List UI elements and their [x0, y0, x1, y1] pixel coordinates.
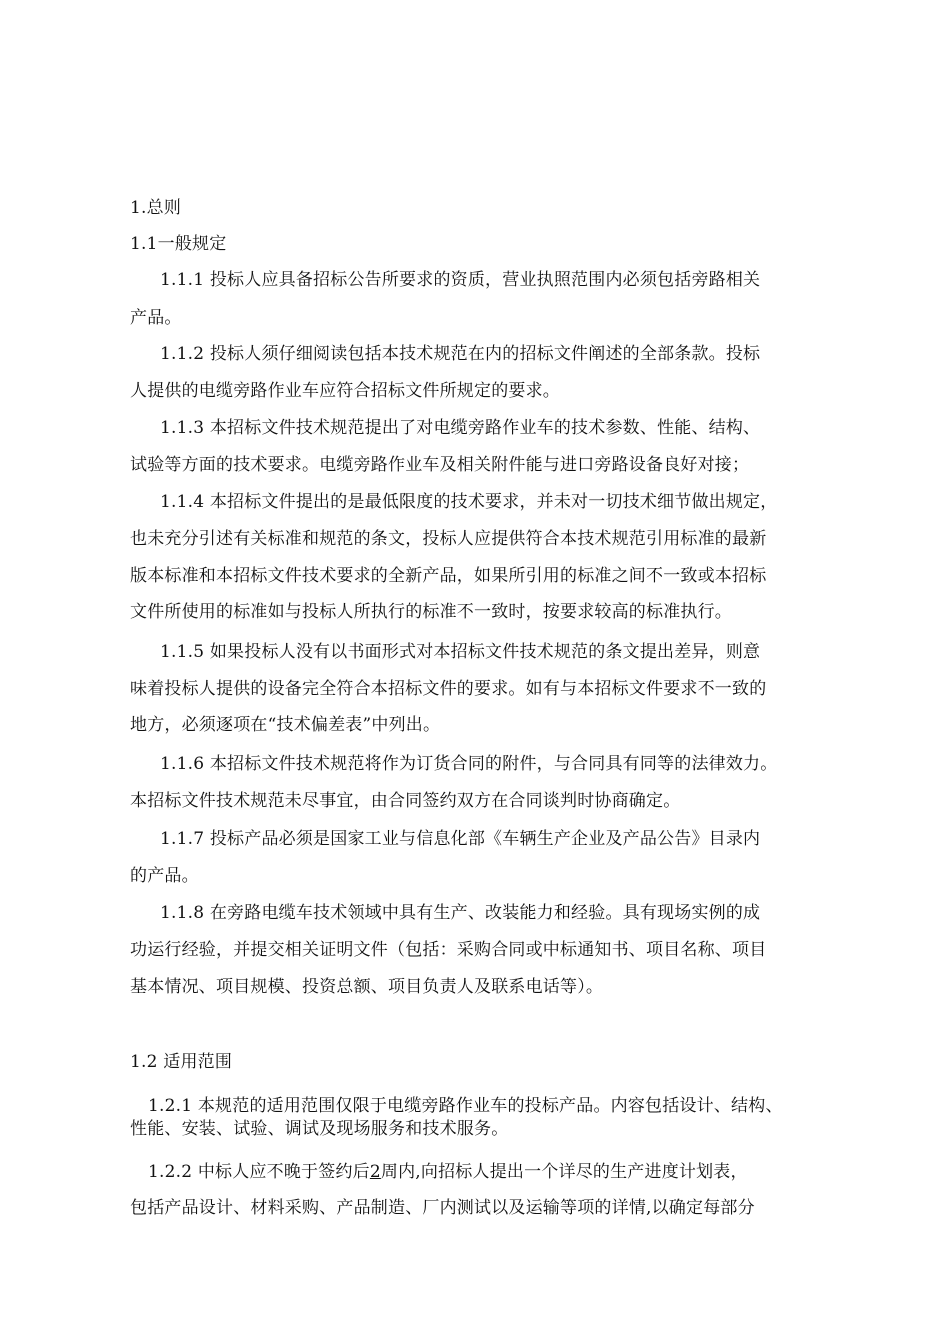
- clause-1-1-3-line-2: 试验等方面的技术要求。电缆旁路作业车及相关附件能与进口旁路设备良好对接；: [130, 455, 750, 475]
- heading-general-rules: 1.1一般规定: [130, 234, 227, 254]
- heading-scope: 1.2 适用范围: [130, 1052, 233, 1072]
- clause-1-1-2-line-1: 1.1.2 投标人须仔细阅读包括本技术规范在内的招标文件阐述的全部条款。投标: [160, 344, 761, 364]
- clause-1-1-4-line-2: 也未充分引述有关标准和规范的条文，投标人应提供符合本技术规范引用标准的最新: [130, 529, 767, 549]
- clause-1-2-2-text-a: 1.2.2 中标人应不晚于签约后: [148, 1162, 370, 1182]
- clause-1-2-1-line-1: 1.2.1 本规范的适用范围仅限于电缆旁路作业车的投标产品。内容包括设计、结构、: [148, 1096, 783, 1116]
- clause-1-1-1-line-2: 产品。: [130, 308, 182, 328]
- clause-1-1-4-line-3: 版本标准和本招标文件技术要求的全新产品，如果所引用的标准之间不一致或本招标: [130, 566, 767, 586]
- clause-1-2-2-line-2: 包括产品设计、材料采购、产品制造、厂内测试以及运输等项的详情,以确定每部分: [130, 1198, 755, 1218]
- clause-1-1-6-line-1: 1.1.6 本招标文件技术规范将作为订货合同的附件，与合同具有同等的法律效力。: [160, 754, 778, 774]
- clause-1-2-1-line-2: 性能、安装、试验、调试及现场服务和技术服务。: [130, 1119, 509, 1139]
- clause-1-1-3-line-1: 1.1.3 本招标文件技术规范提出了对电缆旁路作业车的技术参数、性能、结构、: [160, 418, 761, 438]
- clause-1-1-1-line-1: 1.1.1 投标人应具备招标公告所要求的资质，营业执照范围内必须包括旁路相关: [160, 270, 761, 290]
- clause-1-1-8-line-2: 功运行经验，并提交相关证明文件（包括：采购合同或中标通知书、项目名称、项目: [130, 940, 767, 960]
- clause-1-2-2-text-b: 周内,向招标人提出一个详尽的生产进度计划表，: [380, 1162, 748, 1182]
- clause-1-1-8-line-1: 1.1.8 在旁路电缆车技术领域中具有生产、改装能力和经验。具有现场实例的成: [160, 903, 761, 923]
- clause-1-1-8-line-3: 基本情况、项目规模、投资总额、项目负责人及联系电话等）。: [130, 977, 604, 997]
- clause-1-1-7-line-1: 1.1.7 投标产品必须是国家工业与信息化部《车辆生产企业及产品公告》目录内: [160, 829, 761, 849]
- clause-1-1-5-line-2: 味着投标人提供的设备完全符合本招标文件的要求。如有与本招标文件要求不一致的: [130, 679, 767, 699]
- clause-1-2-2-line-1: [148, 1160, 748, 1184]
- clause-1-1-6-line-2: 本招标文件技术规范未尽事宜，由合同签约双方在合同谈判时协商确定。: [130, 791, 681, 811]
- heading-general: 1.总则: [130, 198, 182, 218]
- clause-1-1-4-line-4: 文件所使用的标准如与投标人所执行的标准不一致时，按要求较高的标准执行。: [130, 602, 732, 622]
- clause-1-1-4-line-1: 1.1.4 本招标文件提出的是最低限度的技术要求，并未对一切技术细节做出规定，: [160, 492, 778, 512]
- clause-1-1-5-line-1: 1.1.5 如果投标人没有以书面形式对本招标文件技术规范的条文提出差异，则意: [160, 642, 761, 662]
- clause-1-1-5-line-3: 地方，必须逐项在“技术偏差表”中列出。: [130, 715, 441, 735]
- clause-1-1-7-line-2: 的产品。: [130, 866, 199, 886]
- clause-1-1-2-line-2: 人提供的电缆旁路作业车应符合招标文件所规定的要求。: [130, 381, 560, 401]
- clause-1-2-2-weeks-number: 2: [369, 1162, 381, 1182]
